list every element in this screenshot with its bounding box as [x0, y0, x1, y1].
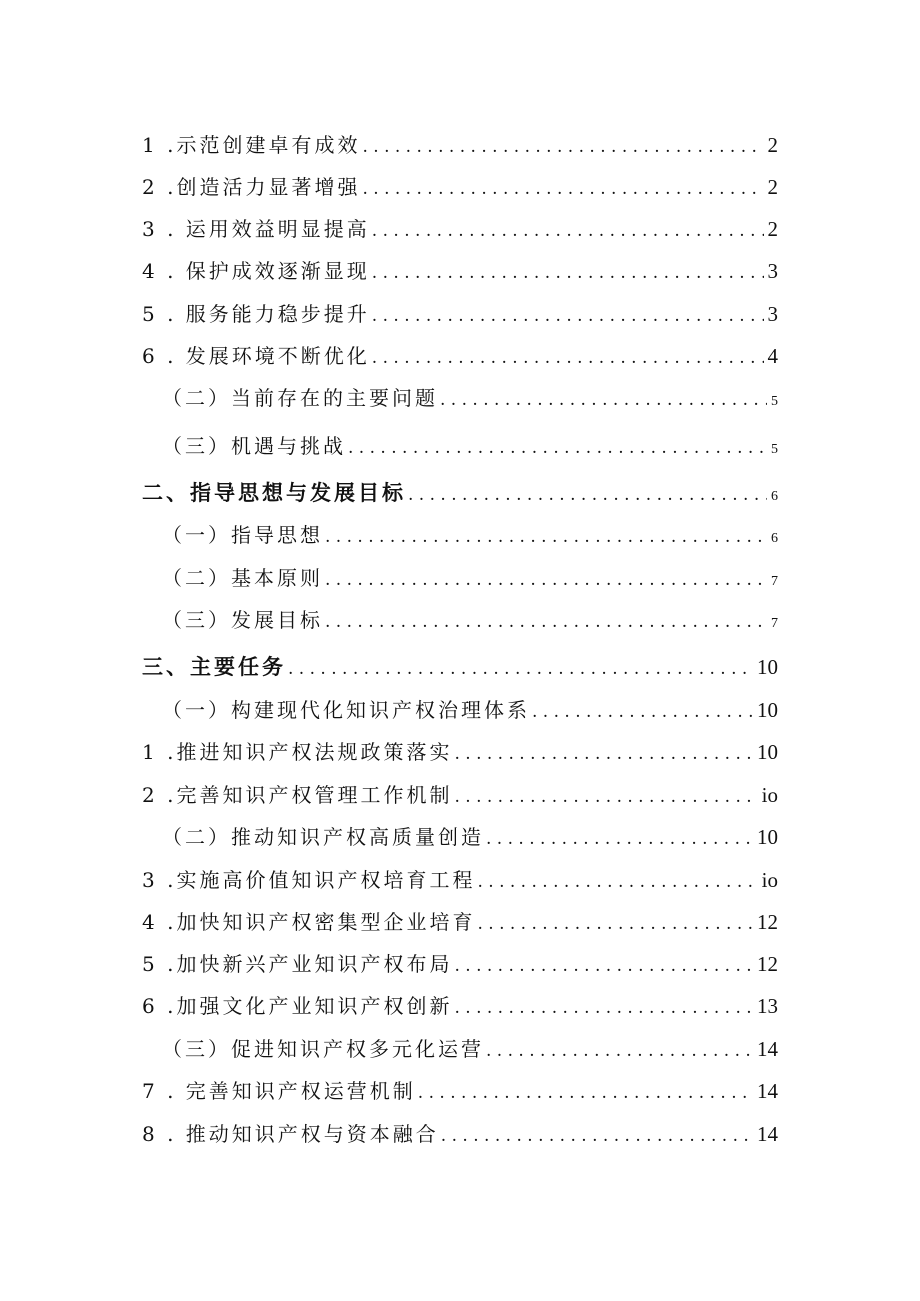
toc-dot-leader	[348, 433, 767, 463]
toc-entry-label: （一）指导思想	[162, 523, 323, 547]
toc-entry[interactable]	[162, 822, 778, 852]
toc-entry-page: 2	[767, 175, 778, 199]
toc-entry-page: 14	[757, 1122, 778, 1146]
toc-entry[interactable]	[142, 780, 778, 810]
toc-dot-leader	[486, 1036, 753, 1066]
toc-entry-label: （二）当前存在的主要问题	[162, 386, 438, 410]
toc-dot-leader	[325, 565, 767, 595]
toc-entry[interactable]	[142, 865, 778, 895]
toc-entry[interactable]	[162, 520, 778, 550]
toc-dot-leader	[372, 216, 764, 246]
toc-dot-leader	[477, 867, 757, 897]
toc-dot-leader	[372, 301, 764, 331]
toc-entry-page: io	[761, 783, 778, 807]
toc-dot-leader	[362, 132, 763, 162]
toc-entry-label: 3 .实施高价值知识产权培育工程	[142, 868, 476, 892]
toc-entry-label: （三）促进知识产权多元化运营	[162, 1037, 484, 1061]
toc-entry-page: 10	[757, 825, 778, 849]
toc-dot-leader	[440, 385, 767, 415]
toc-entry-page: 14	[757, 1037, 778, 1061]
toc-entry[interactable]	[142, 256, 778, 286]
toc-entry-label: 1 .示范创建卓有成效	[142, 133, 361, 157]
toc-entry[interactable]	[142, 1076, 778, 1106]
toc-dot-leader	[532, 697, 753, 727]
toc-dot-leader	[477, 909, 753, 939]
toc-entry[interactable]	[142, 299, 778, 329]
toc-entry-label: 二、指导思想与发展目标	[142, 480, 406, 505]
toc-entry-page: 7	[771, 574, 778, 589]
toc-entry-page: 5	[771, 442, 778, 457]
toc-entry-label: （二）基本原则	[162, 566, 323, 590]
toc-entry-label: 8 . 推动知识产权与资本融合	[142, 1122, 439, 1146]
toc-dot-leader	[372, 343, 764, 373]
toc-entry[interactable]	[162, 383, 778, 413]
toc-entry-page: 13	[757, 994, 778, 1018]
toc-dot-leader	[454, 993, 753, 1023]
toc-entry-page: 14	[757, 1079, 778, 1103]
toc-entry-page: 12	[757, 952, 778, 976]
toc-dot-leader	[454, 951, 753, 981]
toc-dot-leader	[441, 1121, 753, 1151]
toc-entry[interactable]	[162, 563, 778, 593]
toc-entry-page: 3	[767, 259, 778, 283]
toc-dot-leader	[454, 782, 757, 812]
toc-entry-page: 2	[767, 217, 778, 241]
toc-entry-label: （三）发展目标	[162, 608, 323, 632]
toc-entry[interactable]	[142, 991, 778, 1021]
toc-entry[interactable]	[162, 605, 778, 635]
toc-entry-label: （二）推动知识产权高质量创造	[162, 825, 484, 849]
toc-dot-leader	[454, 739, 753, 769]
toc-dot-leader	[288, 654, 753, 684]
toc-dot-leader	[372, 258, 764, 288]
toc-entry-page: 6	[771, 489, 778, 504]
toc-dot-leader	[362, 174, 763, 204]
toc-entry-label: 1 .推进知识产权法规政策落实	[142, 740, 453, 764]
toc-entry-page: 10	[757, 655, 778, 679]
toc-dot-leader	[418, 1078, 753, 1108]
toc-entry[interactable]	[162, 695, 778, 725]
toc-entry[interactable]	[142, 172, 778, 202]
toc-entry[interactable]	[142, 1119, 778, 1149]
toc-entry-label: 7 . 完善知识产权运营机制	[142, 1079, 416, 1103]
toc-entry-label: 4 . 保护成效逐渐显现	[142, 259, 370, 283]
toc-entry-page: 2	[767, 133, 778, 157]
toc-entry-page: 6	[771, 531, 778, 546]
toc-entry-page: 10	[757, 698, 778, 722]
toc-entry-label: 6 . 发展环境不断优化	[142, 344, 370, 368]
toc-entry-page: 10	[757, 740, 778, 764]
toc-entry-label: 6 .加强文化产业知识产权创新	[142, 994, 453, 1018]
toc-entry-label: （三）机遇与挑战	[162, 434, 346, 458]
toc-entry-page: 4	[767, 344, 778, 368]
toc-entry-label: 2 .创造活力显著增强	[142, 175, 361, 199]
toc-entry-page: 12	[757, 910, 778, 934]
toc-entry-label: 2 .完善知识产权管理工作机制	[142, 783, 453, 807]
toc-entry-page: 7	[771, 616, 778, 631]
toc-entry[interactable]	[142, 737, 778, 767]
toc-entry-label: （一）构建现代化知识产权治理体系	[162, 698, 530, 722]
toc-entry-page: io	[761, 868, 778, 892]
toc-dot-leader	[486, 824, 753, 854]
toc-entry-label: 3 . 运用效益明显提高	[142, 217, 370, 241]
toc-section-heading[interactable]	[142, 652, 778, 682]
toc-section-heading[interactable]	[142, 478, 778, 508]
toc-dot-leader	[408, 480, 767, 510]
toc-entry[interactable]	[142, 341, 778, 371]
toc-entry[interactable]	[162, 431, 778, 461]
toc-entry[interactable]	[142, 907, 778, 937]
toc-entry-page: 5	[771, 394, 778, 409]
toc-entry[interactable]	[162, 1034, 778, 1064]
toc-entry[interactable]	[142, 949, 778, 979]
toc-entry-label: 三、主要任务	[142, 654, 286, 679]
toc-entry[interactable]	[142, 214, 778, 244]
toc-dot-leader	[325, 607, 767, 637]
toc-entry[interactable]	[142, 130, 778, 160]
toc-entry-label: 5 .加快新兴产业知识产权布局	[142, 952, 453, 976]
toc-entry-label: 4 .加快知识产权密集型企业培育	[142, 910, 476, 934]
toc-entry-label: 5 . 服务能力稳步提升	[142, 302, 370, 326]
toc-dot-leader	[325, 522, 767, 552]
toc-entry-page: 3	[767, 302, 778, 326]
